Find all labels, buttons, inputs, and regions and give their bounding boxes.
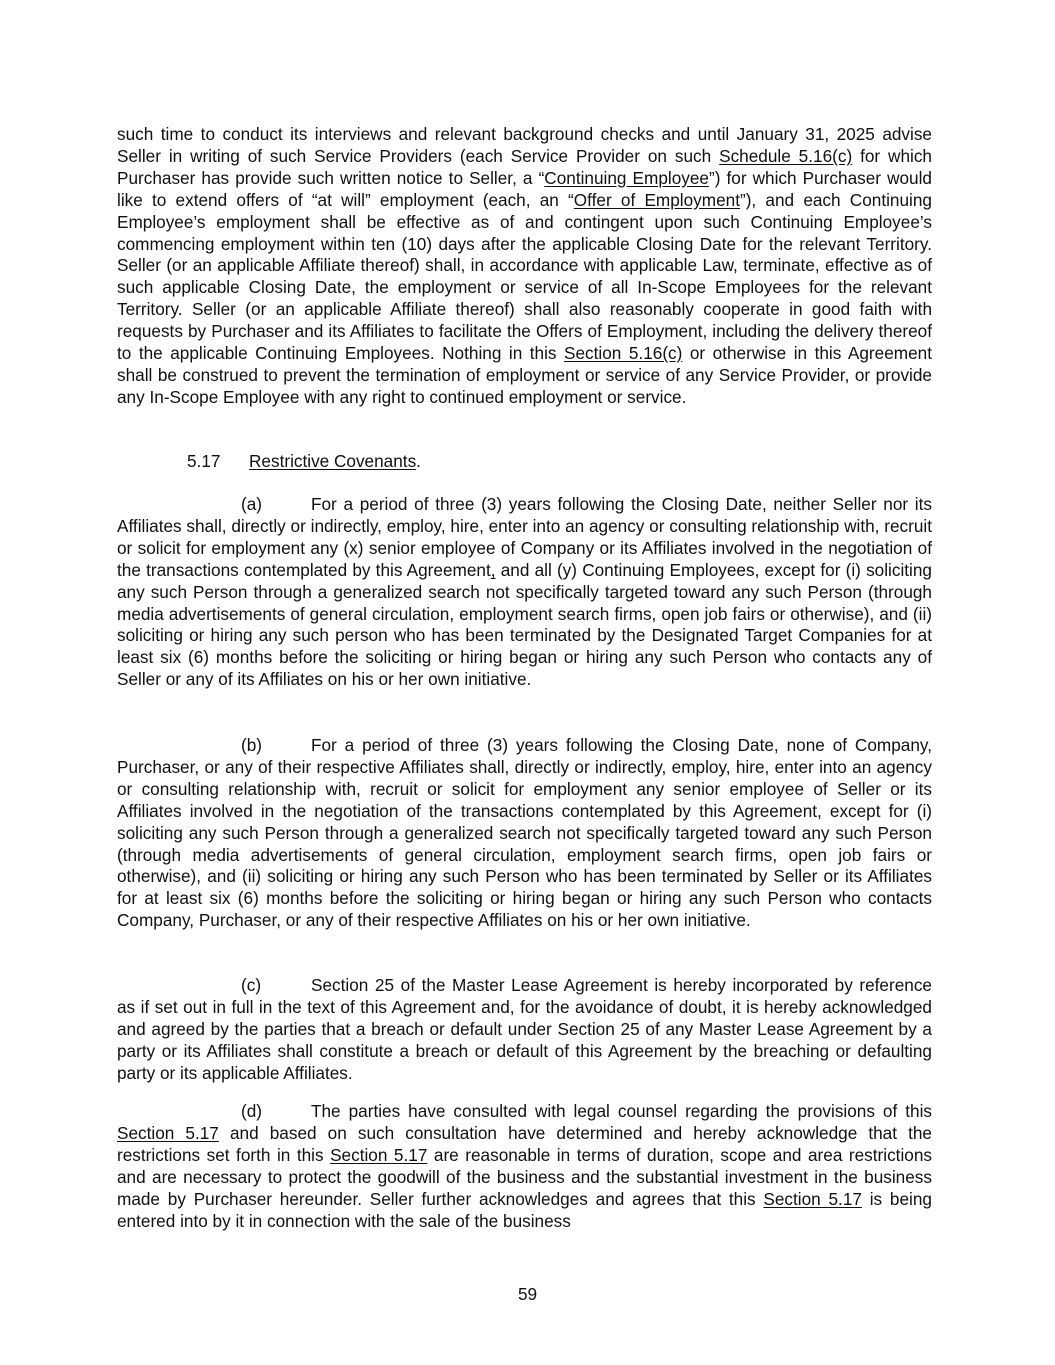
section-reference: Section 5.16(c) [564,343,683,364]
continuation-paragraph: such time to conduct its interviews and relevant background checks and until January 31, 2025 advise Seller in writing of such Service Providers (each Service Provider on such Schedule 5.16(c) for which Purchaser has provide such written notice to Seller, a “Continuing Employee”) for which Purchaser would like to extend offers of “at will” employment (each, an “Offer of Employment”), and each Continuing Employee’s employment shall be effective as of and contingent upon such Continuing Employee’s commencing employment within ten (10) days after the applicable Closing Date for the relevant Territory. Seller (or an applicable Affiliate thereof) shall, in accordance with applicable Law, terminate, effective as of such applicable Closing Date, the employment or service of all In-Scope Employees for the relevant Territory. Seller (or an applicable Affiliate thereof) shall also reasonably cooperate in good faith with requests by Purchaser and its Affiliates to facilitate the Offers of Employment, including the delivery thereof to the applicable Continuing Employees. Nothing in this Section 5.16(c) or otherwise in this Agreement shall be construed to prevent the termination of employment or service of any Service Provider, or provide any In-Scope Employee with any right to continued employment or service. [117,124,932,407]
schedule-reference: Schedule 5.16(c) [719,145,853,166]
page-number: 59 [517,1284,538,1304]
defined-term: Continuing Employee [544,167,709,188]
defined-term: Offer of Employment [573,189,740,210]
section-heading: 5.17 Restrictive Covenants. [187,451,421,471]
section-reference: Section 5.17 [117,1122,219,1143]
section-reference: Section 5.17 [330,1144,428,1165]
paragraph-a: (a) For a period of three (3) years following the Closing Date, neither Seller nor its Affiliates shall, directly or indirectly, employ, hire, enter into an agency or consulting relationship with, recruit or solicit for employment any (x) senior employee of Company or its Affiliates involved in the negotiation of the transactions contemplated by this Agreement, and all (y) Continuing Employees, except for (i) soliciting any such Person through a generalized search not specifically targeted toward any such Person (through media advertisements of general circulation, employment search firms, open job fairs or otherwise), and (ii) soliciting or hiring any such person who has been terminated by the Designated Target Companies for at least six (6) months before the soliciting or hiring began or hiring any such Person who contacts any of Seller or any of its Affiliates on his or her own initiative. [117,494,932,690]
section-title: Restrictive Covenants [249,451,417,471]
paragraph-label: (a) [241,494,263,514]
paragraph-c: (c) Section 25 of the Master Lease Agreement is hereby incorporated by reference as if set out in full in the text of this Agreement and, for the avoidance of doubt, it is hereby acknowledged and agreed by the parties that a breach or default under Section 25 of any Master Lease Agreement by a party or its Affiliates shall constitute a breach or default of this Agreement by the breaching or defaulting party or its applicable Affiliates. [117,975,932,1083]
paragraph-label: (d) [241,1101,263,1121]
paragraph-b: (b) For a period of three (3) years following the Closing Date, none of Company, Purchaser, or any of their respective Affiliates shall, directly or indirectly, employ, hire, enter into an agency or consulting relationship with, recruit or solicit for employment any senior employee of Seller or its Affiliates involved in the negotiation of the transactions contemplated by this Agreement, except for (i) soliciting any such Person through a generalized search not specifically targeted toward any such Person (through media advertisements of general circulation, employment search firms, open job fairs or otherwise), and (ii) soliciting or hiring any such Person who has been terminated by Seller or its Affiliates for at least six (6) months before the soliciting or hiring began or hiring any such Person who contacts Company, Purchaser, or any of their respective Affiliates on his or her own initiative. [117,735,932,931]
section-reference: Section 5.17 [763,1188,862,1209]
paragraph-d: (d) The parties have consulted with legal counsel regarding the provisions of this Section 5.17 and based on such consultation have determined and hereby acknowledge that the restrictions set forth in this Section 5.17 are reasonable in terms of duration, scope and area restrictions and are necessary to protect the goodwill of the business and the substantial investment in the business made by Purchaser hereunder. Seller further acknowledges and agrees that this Section 5.17 is being entered into by it in connection with the sale of the business [117,1101,932,1231]
section-number: 5.17 [187,451,221,471]
paragraph-label: (b) [241,735,263,755]
paragraph-label: (c) [241,975,262,995]
